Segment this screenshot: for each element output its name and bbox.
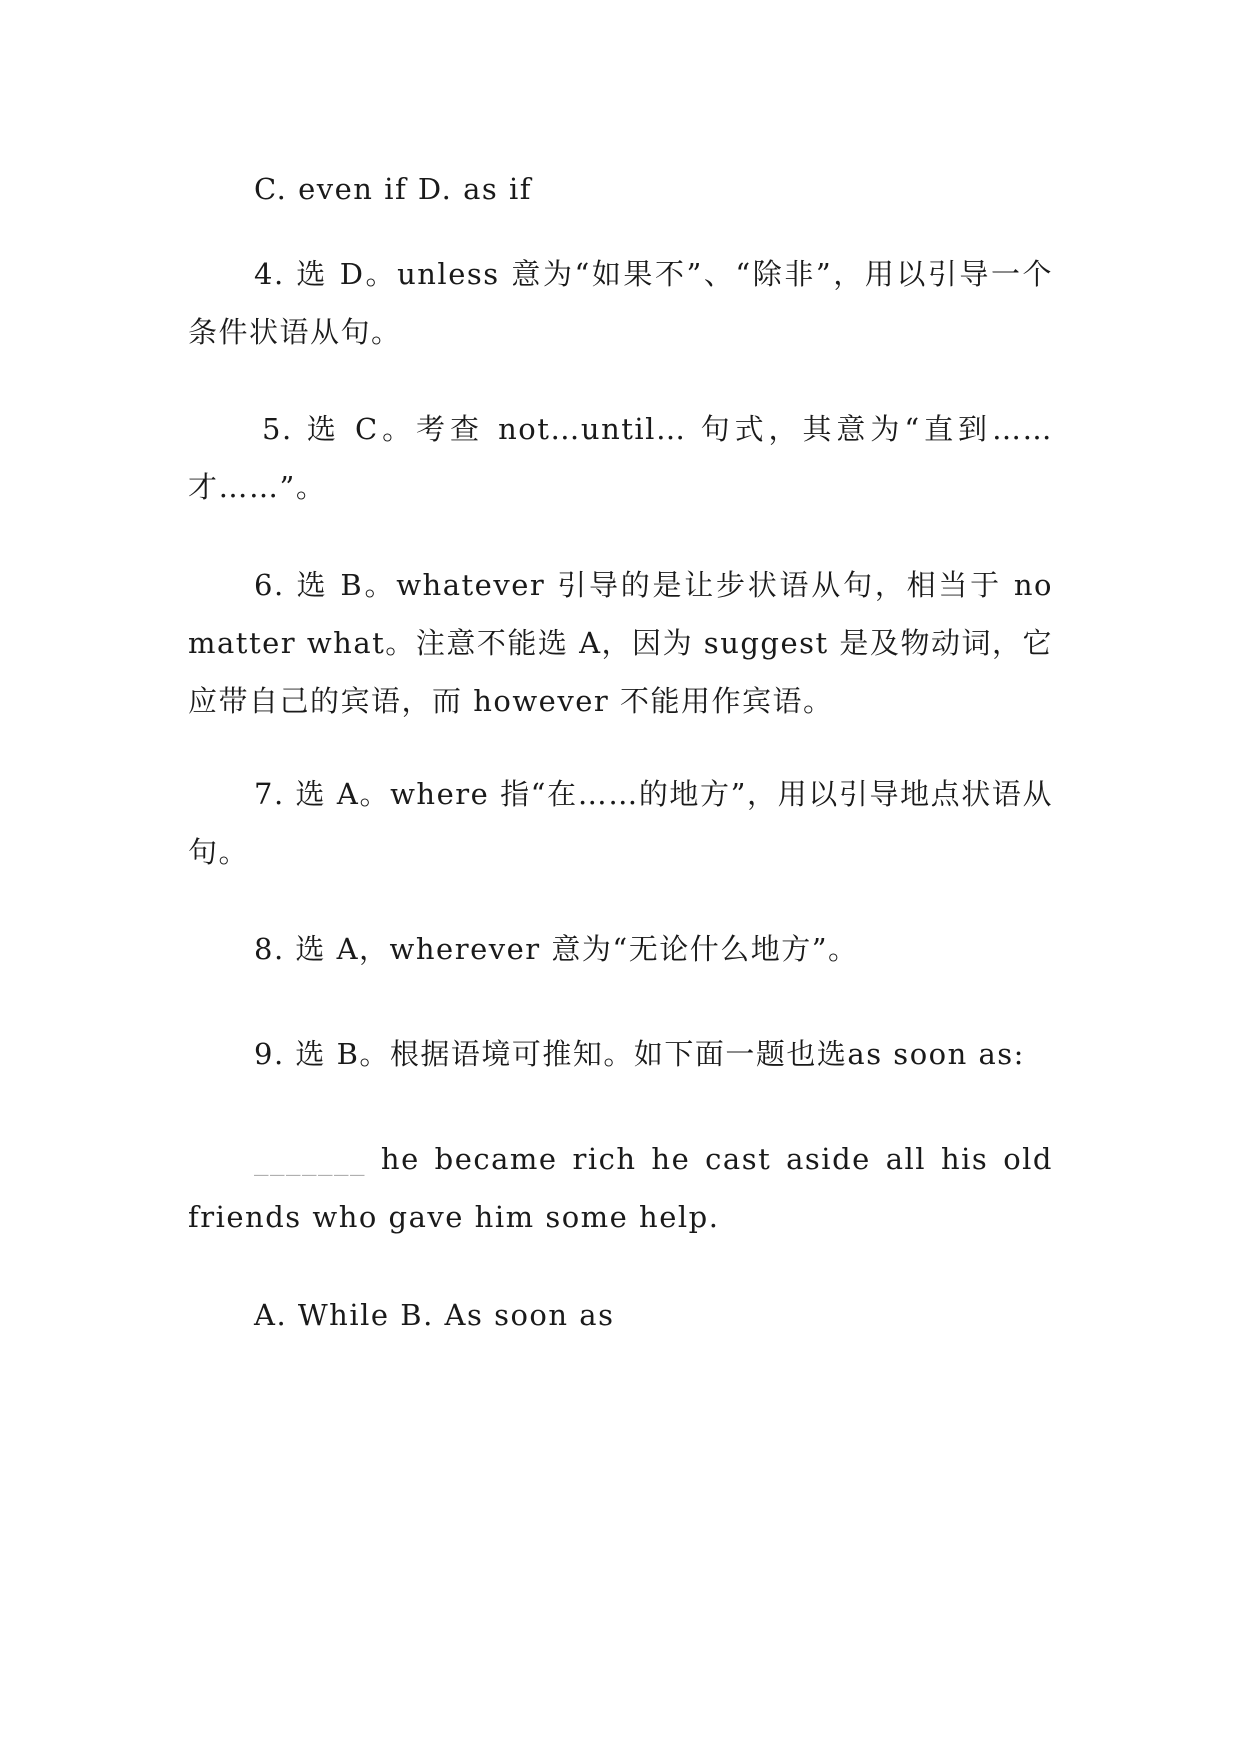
answer-4: 4. 选 D。unless 意为“如果不”、“除非”，用以引导一个条件状语从句。 xyxy=(188,257,1053,349)
option-line-c-d: C. even if D. as if xyxy=(254,172,532,206)
answer-6: 6. 选 B。whatever 引导的是让步状语从句，相当于 no matter what。注意不能选 A，因为 suggest 是及物动词，它应带自己的宾语，而 however 不能用作宾语。 xyxy=(188,568,1053,718)
answer-8: 8. 选 A，wherever 意为“无论什么地方”。 xyxy=(254,932,859,966)
answer-7: 7. 选 A。where 指“在……的地方”，用以引导地点状语从句。 xyxy=(188,777,1053,869)
answer-9: 9. 选 B。根据语境可推知。如下面一题也选as soon as: xyxy=(254,1037,1025,1071)
example-question xyxy=(188,1130,1053,1246)
option-line-a-b: A. While B. As soon as xyxy=(254,1298,615,1332)
fill-in-blank: _______ xyxy=(254,1142,366,1176)
answer-5: 5. 选 C。考查 not…until… 句式，其意为“直到……才……”。 xyxy=(188,412,1053,504)
example-question-text: he became rich he cast aside all his old friends who gave him some help. xyxy=(188,1142,1053,1234)
